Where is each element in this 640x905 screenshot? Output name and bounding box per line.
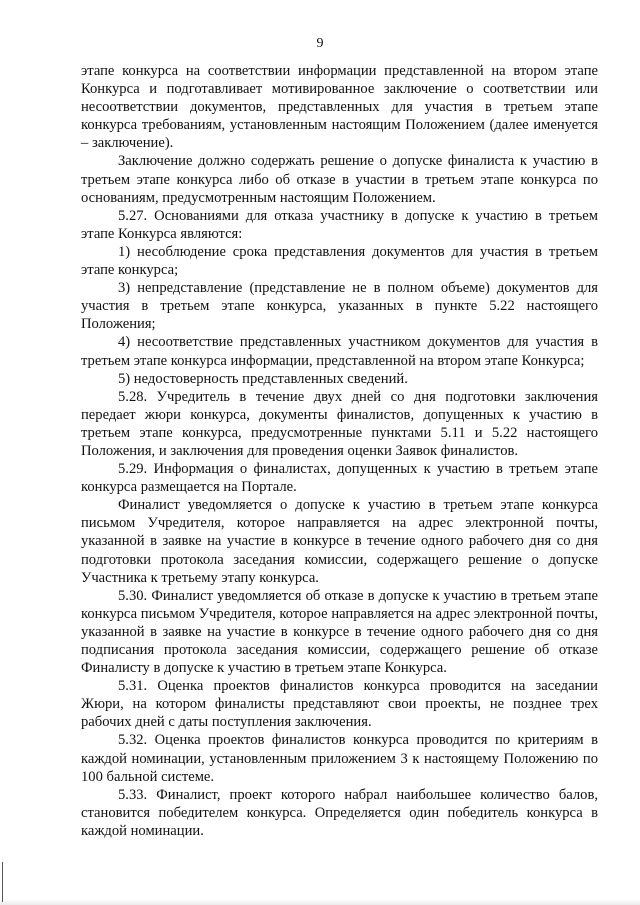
paragraph-finalist-notified: Финалист уведомляется о допуске к участию в третьем этапе конкурса письмом Учредителя, которое направляется на адрес электронной почты, указанной в заявке на участие в конкурсе в течение одного рабочего дня со дня подготовки протокола заседания комиссии, содержащего решение о допуске Участника к третьему этапу конкурса.	[81, 497, 598, 586]
list-item-5: 5) недостоверность представленных сведений.	[118, 370, 408, 387]
paragraph-5-33: 5.33. Финалист, проект которого набрал наибольшее количество балов, становится победителем конкурса. Определяется один победитель конкурса в каждой номинации.	[81, 786, 598, 839]
paragraph-5-28: 5.28. Учредитель в течение двух дней со дня подготовки заключения передает жюри конкурса, документы финалистов, допущенных к участию в третьем этапе конкурса, предусмотренные пунктами 5.11 и 5.22 настоящего Положения, и заключения для проведения оценки Заявок финалистов.	[81, 388, 598, 459]
paragraph-conclusion-content: Заключение должно содержать решение о допуске финалиста к участию в третьем этапе конкурса либо об отказе в участии в третьем этапе конкурса по основаниям, предусмотренным настоящим Положением.	[81, 153, 598, 206]
scan-margin-mark	[2, 862, 3, 902]
paragraph-5-29: 5.29. Информация о финалистах, допущенных к участию в третьем этапе конкурса размещается на Портале.	[81, 461, 598, 496]
paragraph-5-30: 5.30. Финалист уведомляется об отказе в допуске к участию в третьем этапе конкурса письмом Учредителя, которое направляется на адрес электронной почты, указанной в заявке на участие в конкурсе в течение одного рабочего дня со дня подписания протокола заседания комиссии, содержащего решение об отказе Финалисту в допуске к участию в третьем этапе Конкурса.	[81, 587, 598, 677]
paragraph-5-27: 5.27. Основаниями для отказа участнику в допуске к участию в третьем этапе Конкурса являются:	[81, 207, 598, 242]
list-item-3: 3) непредставление (представление не в полном объеме) документов для участия в третьем этапе конкурса, указанных в пункте 5.22 настоящего Положения;	[81, 280, 598, 333]
page-number: 9	[316, 36, 324, 51]
document-body	[81, 62, 598, 840]
scan-bottom-edge	[0, 899, 640, 905]
paragraph-continuation: этапе конкурса на соответствии информации представленной на втором этапе Конкурса и подготавливает мотивированное заключение о соответствии или несоответствии документов, представленных для участия в третьем этапе конкурса требованиям, установленным настоящим Положением (далее именуется – заключение).	[81, 63, 598, 152]
list-item-4: 4) несоответствие представленных участником документов для участия в третьем этапе конкурса информации, представленной на втором этапе Конкурса;	[81, 334, 598, 369]
paragraph-5-32: 5.32. Оценка проектов финалистов конкурса проводится по критериям в каждой номинации, установленным приложением 3 к настоящему Положению по 100 бальной системе.	[81, 732, 598, 785]
paragraph-5-31: 5.31. Оценка проектов финалистов конкурса проводится на заседании Жюри, на котором финалисты представляют свои проекты, не позднее трех рабочих дней с даты поступления заключения.	[81, 678, 598, 731]
list-item-1: 1) несоблюдение срока представления документов для участия в третьем этапе конкурса;	[81, 243, 598, 279]
